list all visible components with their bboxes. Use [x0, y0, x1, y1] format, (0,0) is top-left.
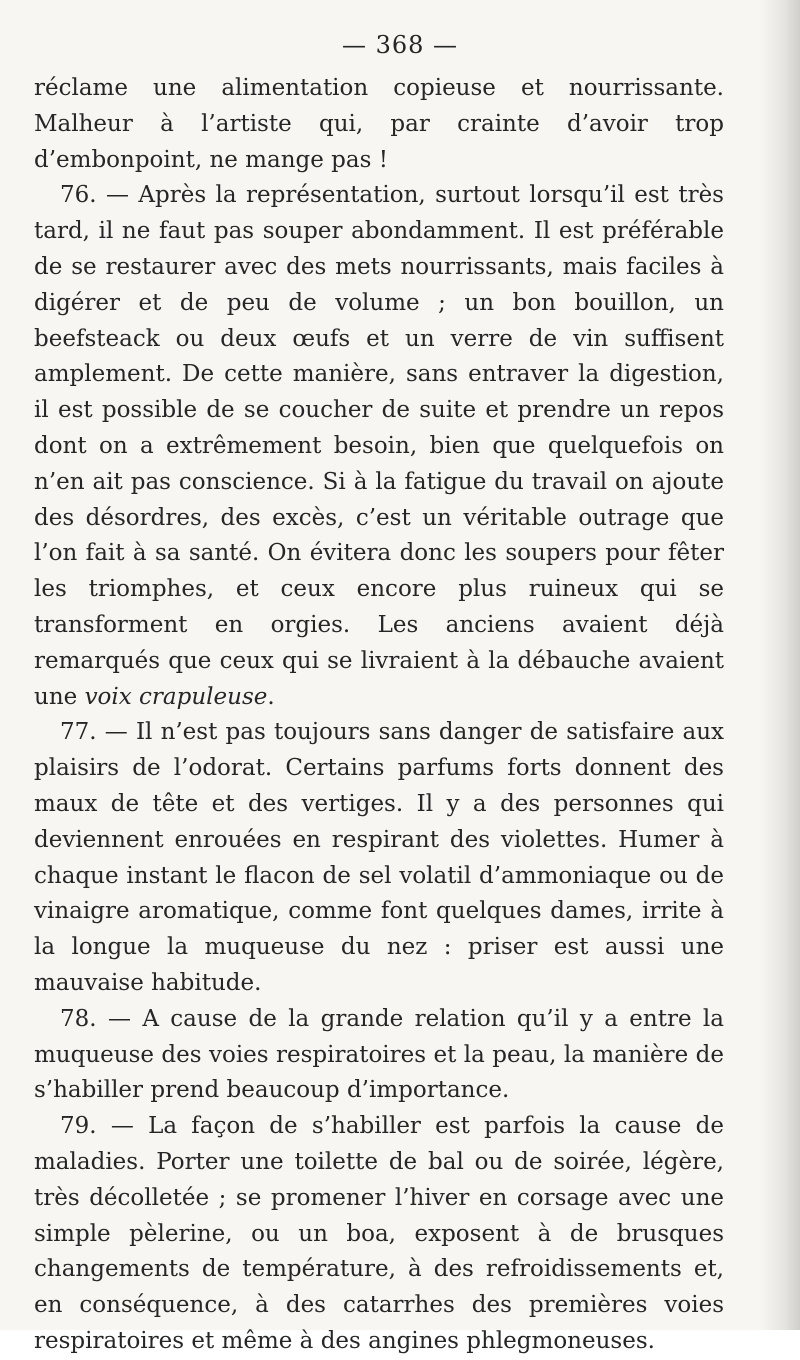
italic-phrase-voix-crapuleuse: voix crapuleuse	[84, 683, 268, 710]
page-number: — 368 —	[341, 31, 459, 59]
paragraph-76	[34, 178, 724, 715]
paragraph-76-end: .	[267, 683, 275, 710]
paragraph-79: 79. — La façon de s’habiller est parfois la cause de maladies. Porter une toilette de bal ou de soirée, légère, très décolletée ; se promener l’hiver en corsage avec une simple pèlerine, ou un boa, exposent à de brusques changements de température, à des refroidissements et, en conséquence, à des catarrhes des premières voies respiratoires et même à des angines phlegmoneuses.	[34, 1113, 724, 1354]
paragraph-intro: réclame une alimentation copieuse et nourrissante. Malheur à l’artiste qui, par crainte d’avoir trop d’embonpoint, ne mange pas !	[34, 75, 724, 173]
paragraph-78: 78. — A cause de la grande relation qu’il y a entre la muqueuse des voies respiratoires et la peau, la manière de s’habiller prend beaucoup d’importance.	[34, 1005, 724, 1104]
paragraph-77: 77. — Il n’est pas toujours sans danger de satisfaire aux plaisirs de l’odorat. Certains parfums forts donnent des maux de tête et des vertiges. Il y a des personnes qui deviennent enrouées en respirant des violettes. Humer à chaque instant le flacon de sel volatil d’ammoniaque ou de vinaigre aromatique, comme font quelques dames, irrite à la longue la muqueuse du nez : priser est aussi une mauvaise habitude.	[34, 719, 724, 996]
paragraph-76-text: 76. — Après la représentation, surtout lorsqu’il est très tard, il ne faut pas souper abondamment. Il est préférable de se restaurer avec des mets nourrissants, mais faciles à digérer et de peu de volume ; un bon bouillon, un beefsteack ou deux œufs et un verre de vin suffisent amplement. De cette manière, sans entraver la digestion, il est possible de se coucher de suite et prendre un repos dont on a extrêmement besoin, bien que quelquefois on n’en ait pas conscience. Si à la fatigue du travail on ajoute des désordres, des excès, c’est un véritable outrage que l’on fait à sa santé. On évitera donc les soupers pour fêter les triomphes, et ceux encore plus ruineux qui se transforment en orgies. Les anciens avaient déjà remarqués que ceux qui se livraient à la débauche avaient une	[34, 182, 724, 710]
page-edge-shadow	[760, 0, 800, 1330]
body-text	[34, 71, 724, 1360]
